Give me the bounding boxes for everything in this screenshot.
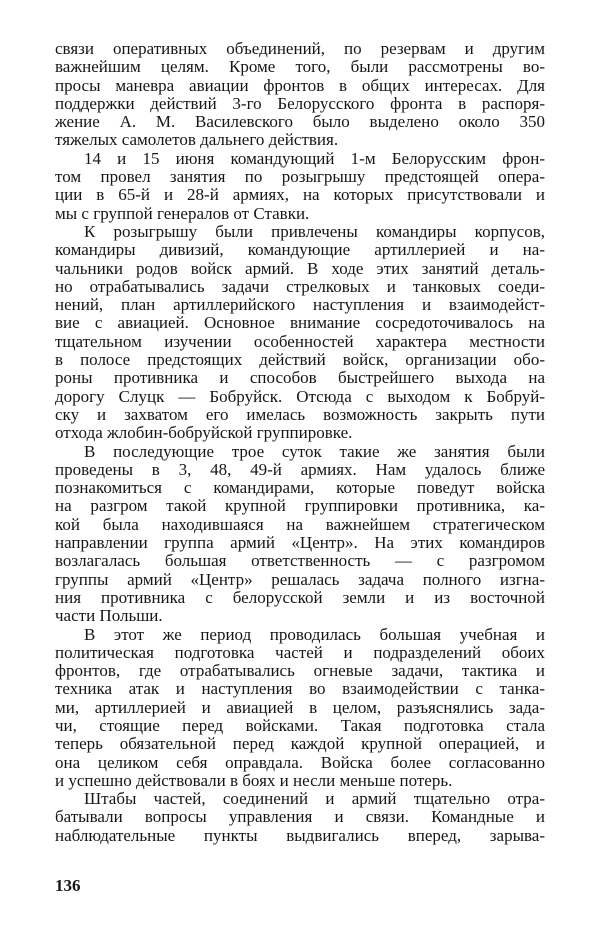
text-line: Штабы частей, соединений и армий тщательно отра- bbox=[84, 789, 545, 809]
text-line: дорогу Слуцк — Бобруйск. Отсюда с выходом к Бобруй- bbox=[55, 386, 545, 406]
text-line: но отрабатывались задачи стрелковых и танковых соеди- bbox=[55, 276, 545, 296]
text-line: тщательном изучении особенностей характера местности bbox=[55, 331, 545, 351]
text-line: и успешно действовали в боях и несли меньше потерь. bbox=[55, 770, 453, 790]
text-line: кой была находившаяся на важнейшем стратегическом bbox=[55, 514, 545, 534]
text-line: возлагалась большая ответственность — с разгромом bbox=[55, 551, 545, 571]
text-line: роны противника и способов быстрейшего выхода на bbox=[55, 368, 545, 388]
text-line: в полосе предстоящих действий войск, организации обо- bbox=[55, 350, 545, 370]
text-line: жение А. М. Василевского было выделено около 350 bbox=[55, 112, 545, 132]
paragraph bbox=[55, 40, 545, 150]
text-line: тяжелых самолетов дальнего действия. bbox=[55, 130, 339, 150]
page-body-text bbox=[55, 40, 545, 845]
text-line: нений, план артиллерийского наступления и взаимодейст- bbox=[55, 295, 545, 315]
text-line: на разгром такой крупной группировки противника, ка- bbox=[55, 496, 545, 516]
text-line: чи, стоящие перед войсками. Такая подготовка стала bbox=[55, 715, 545, 735]
text-line: она целиком себя оправдала. Войска более согласованно bbox=[55, 752, 545, 772]
text-line: ции в 65-й и 28-й армиях, на которых присутствовали и bbox=[55, 185, 545, 205]
text-line: техника атак и наступления во взаимодействии с танка- bbox=[55, 679, 545, 699]
text-line: поддержки действий 3-го Белорусского фронта в распоря- bbox=[55, 93, 545, 113]
paragraph bbox=[55, 443, 545, 626]
text-line: наблюдательные пункты выдвигались вперед, зарыва- bbox=[55, 825, 545, 845]
paragraph bbox=[55, 223, 545, 443]
text-line: ния противника с белорусской земли и из восточной bbox=[55, 587, 545, 607]
text-line: отхода жлобин-бобруйской группировке. bbox=[55, 423, 353, 443]
text-line: политическая подготовка частей и подразделений обоих bbox=[55, 642, 545, 662]
text-line: том провел занятия по розыгрышу предстоящей опера- bbox=[55, 167, 545, 187]
text-line: познакомиться с командирами, которые поведут войска bbox=[55, 478, 545, 498]
text-line: ску и захватом его имелась возможность закрыть пути bbox=[55, 404, 545, 424]
text-line: направлении группа армий «Центр». На этих командиров bbox=[55, 533, 545, 553]
text-line: просы маневра авиации фронтов в общих интересах. Для bbox=[55, 75, 545, 95]
text-line: мы с группой генералов от Ставки. bbox=[55, 203, 310, 223]
paragraph bbox=[55, 626, 545, 791]
text-line: К розыгрышу были привлечены командиры корпусов, bbox=[84, 221, 545, 241]
text-line: фронтов, где отрабатывались огневые задачи, тактика и bbox=[55, 661, 545, 681]
page-number: 136 bbox=[55, 876, 81, 895]
paragraph bbox=[55, 150, 545, 223]
text-line: батывали вопросы управления и связи. Командные и bbox=[55, 807, 545, 827]
text-line: ми, артиллерией и авиацией в целом, разъяснялись зада- bbox=[55, 697, 545, 717]
text-line: части Польши. bbox=[55, 606, 163, 626]
text-line: проведены в 3, 48, 49-й армиях. Нам удалось ближе bbox=[55, 459, 545, 479]
text-line: теперь обязательной перед каждой крупной операцией, и bbox=[55, 734, 545, 754]
text-line: вие с авиацией. Основное внимание сосредоточивалось на bbox=[55, 313, 545, 333]
text-line: командиры дивизий, командующие артиллерией и на- bbox=[55, 240, 545, 260]
text-line: группы армий «Центр» решалась задача полного изгна- bbox=[55, 569, 545, 589]
paragraph bbox=[55, 790, 545, 845]
text-line: 14 и 15 июня командующий 1-м Белорусским фрон- bbox=[84, 148, 545, 168]
text-line: В последующие трое суток такие же занятия были bbox=[84, 441, 545, 461]
text-line: связи оперативных объединений, по резервам и другим bbox=[55, 39, 545, 58]
text-line: важнейшим целям. Кроме того, были рассмотрены во- bbox=[55, 57, 545, 77]
text-line: В этот же период проводилась большая учебная и bbox=[84, 624, 545, 644]
text-line: чальники родов войск армий. В ходе этих занятий деталь- bbox=[55, 258, 545, 278]
